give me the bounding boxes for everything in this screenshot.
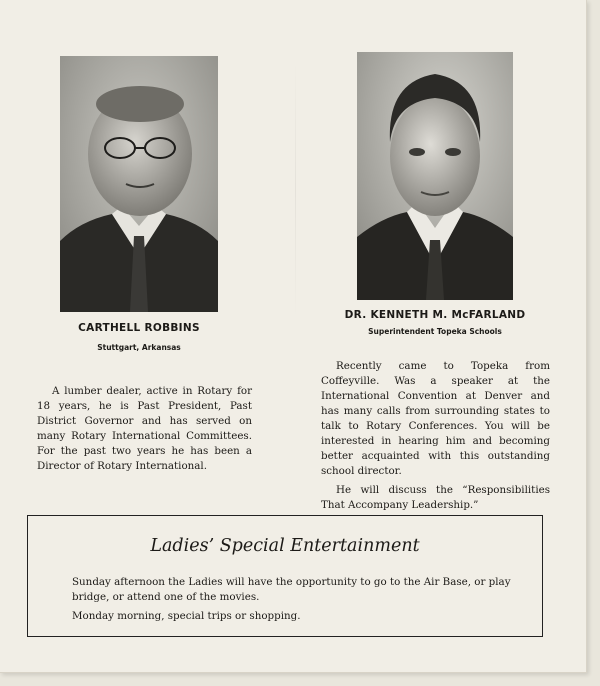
portrait-photo-icon bbox=[60, 56, 218, 312]
bio-mcfarland-text: Recently came to Topeka from Coffeyville. Was a speaker at the International Convention at Denver and has many calls from surrounding states to talk to Rotary Conferences. You will be interested in hearing him and becoming better acquainted with this outstanding school director. bbox=[321, 360, 550, 477]
bio-robbins bbox=[37, 384, 252, 474]
page-fold bbox=[295, 60, 296, 320]
entertainment-monday: Monday morning, special trips or shopping. bbox=[72, 610, 301, 622]
entertainment-body bbox=[72, 575, 522, 624]
portrait-photo-robbins bbox=[60, 56, 218, 312]
entertainment-heading: Ladies’ Special Entertainment bbox=[150, 536, 420, 556]
speaker-name-robbins: CARTHELL ROBBINS bbox=[78, 322, 200, 334]
entertainment-box bbox=[27, 515, 543, 637]
speaker-location-robbins: Stuttgart, Arkansas bbox=[97, 343, 181, 352]
portrait-photo-icon bbox=[357, 52, 513, 300]
speaker-name-mcfarland: DR. KENNETH M. McFARLAND bbox=[344, 309, 526, 321]
bio-robbins-text: A lumber dealer, active in Rotary for 18 years, he is Past President, Past District Governor and has served on many Rotary International Committees. For the past two years he has been a Director of Rotary International. bbox=[37, 385, 252, 472]
portrait-photo-mcfarland bbox=[357, 52, 513, 300]
bio-mcfarland bbox=[321, 359, 550, 513]
entertainment-sunday: Sunday afternoon the Ladies will have the opportunity to go to the Air Base, or play bridge, or attend one of the movies. bbox=[72, 576, 511, 603]
bio-mcfarland-topic: He will discuss the “Responsibilities That Accompany Leadership.” bbox=[321, 484, 550, 511]
speaker-title-mcfarland: Superintendent Topeka Schools bbox=[368, 327, 502, 336]
